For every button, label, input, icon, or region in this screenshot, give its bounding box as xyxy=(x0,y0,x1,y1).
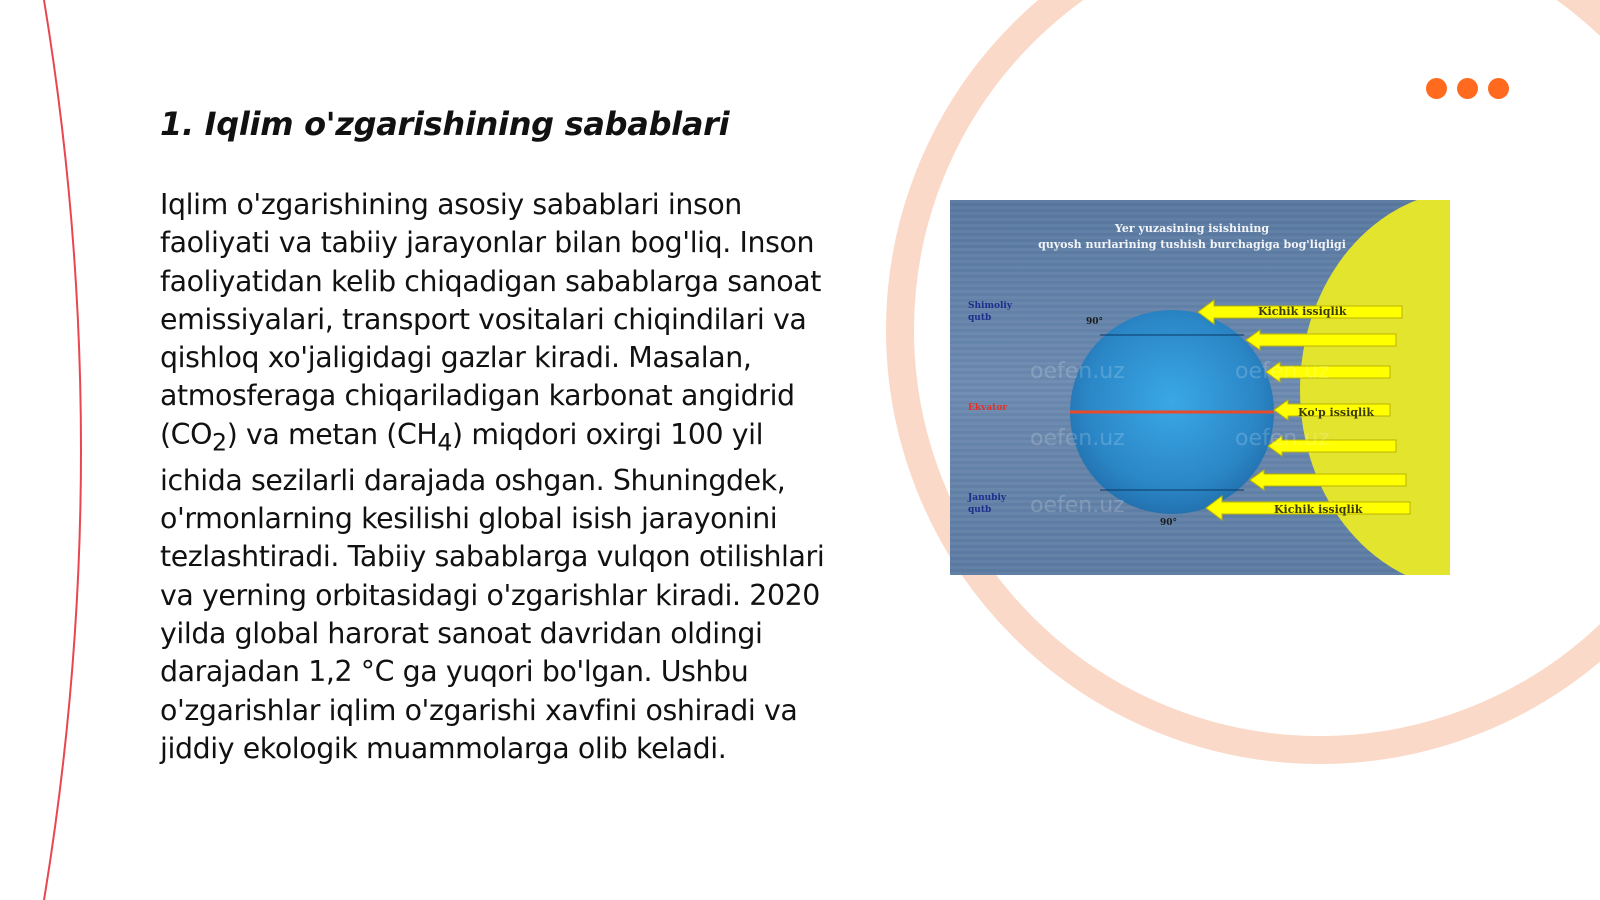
watermark-text: oefen.uz xyxy=(1030,493,1125,518)
dot-icon xyxy=(1426,78,1447,99)
left-curved-line xyxy=(44,0,81,900)
watermark-text: oefen.uz xyxy=(1235,426,1330,451)
dot-icon xyxy=(1457,78,1478,99)
slide-title: 1. Iqlim o'zgarishining sabablari xyxy=(160,105,730,143)
label-small-heat-top: Kichik issiqlik xyxy=(1258,305,1347,318)
sun-rays-figure xyxy=(950,200,1450,575)
figure-heading-line1: Yer yuzasining isishining xyxy=(1114,222,1270,235)
body-text-part-3: ) miqdori oxirgi 100 yil ichida sezilarli darajada oshgan. Shuningdek, o'rmonlarning kesilishi global isish jarayonini tezlashtiradi. Tabiiy sabablarga vulqon otilishlari va yerning orbitasidagi o'zgarishlar kiradi. 2020 yilda global harorat sanoat davridan oldingi darajadan 1,2 °C ga yuqori bo'lgan. Ushbu o'zgarishlar iqlim o'zgarishi xavfini oshiradi va jiddiy ekologik muammolarga olib keladi. xyxy=(160,417,825,765)
menu-dots-icon[interactable] xyxy=(1426,78,1509,99)
label-south-pole-line1: Janubiy xyxy=(968,493,1007,503)
label-south-pole-line2: qutb xyxy=(968,505,992,515)
figure-svg xyxy=(950,200,1450,575)
degree-label-top: 90° xyxy=(1086,317,1104,327)
label-equator: Ekvator xyxy=(968,403,1008,413)
dot-icon xyxy=(1488,78,1509,99)
label-much-heat: Ko'p issiqlik xyxy=(1298,406,1374,419)
label-north-pole-line2: qutb xyxy=(968,313,992,323)
label-north-pole-line1: Shimoliy xyxy=(968,301,1013,311)
co2-subscript: 2 xyxy=(212,428,227,457)
body-text-part-1: Iqlim o'zgarishining asosiy sabablari inson faoliyati va tabiiy jarayonlar bilan bog'liq. Inson faoliyatidan kelib chiqadigan sabablarga sanoat emissiyalari, transport vositalari chiqindilari va qishloq xo'jaligidagi gazlar kiradi. Masalan, atmosferaga chiqariladigan karbonat angidrid (CO xyxy=(160,188,821,451)
slide-body-text xyxy=(160,186,850,768)
degree-label-bottom: 90° xyxy=(1160,518,1178,528)
watermark-text: oefen.uz xyxy=(1235,359,1330,384)
label-small-heat-bottom: Kichik issiqlik xyxy=(1274,503,1363,516)
watermark-text: oefen.uz xyxy=(1030,359,1125,384)
watermark-text: oefen.uz xyxy=(1030,426,1125,451)
figure-heading-line2: quyosh nurlarining tushish burchagiga bog'liqligi xyxy=(1038,238,1346,251)
ch4-subscript: 4 xyxy=(437,428,453,457)
body-text-part-2: ) va metan (CH xyxy=(226,417,438,451)
